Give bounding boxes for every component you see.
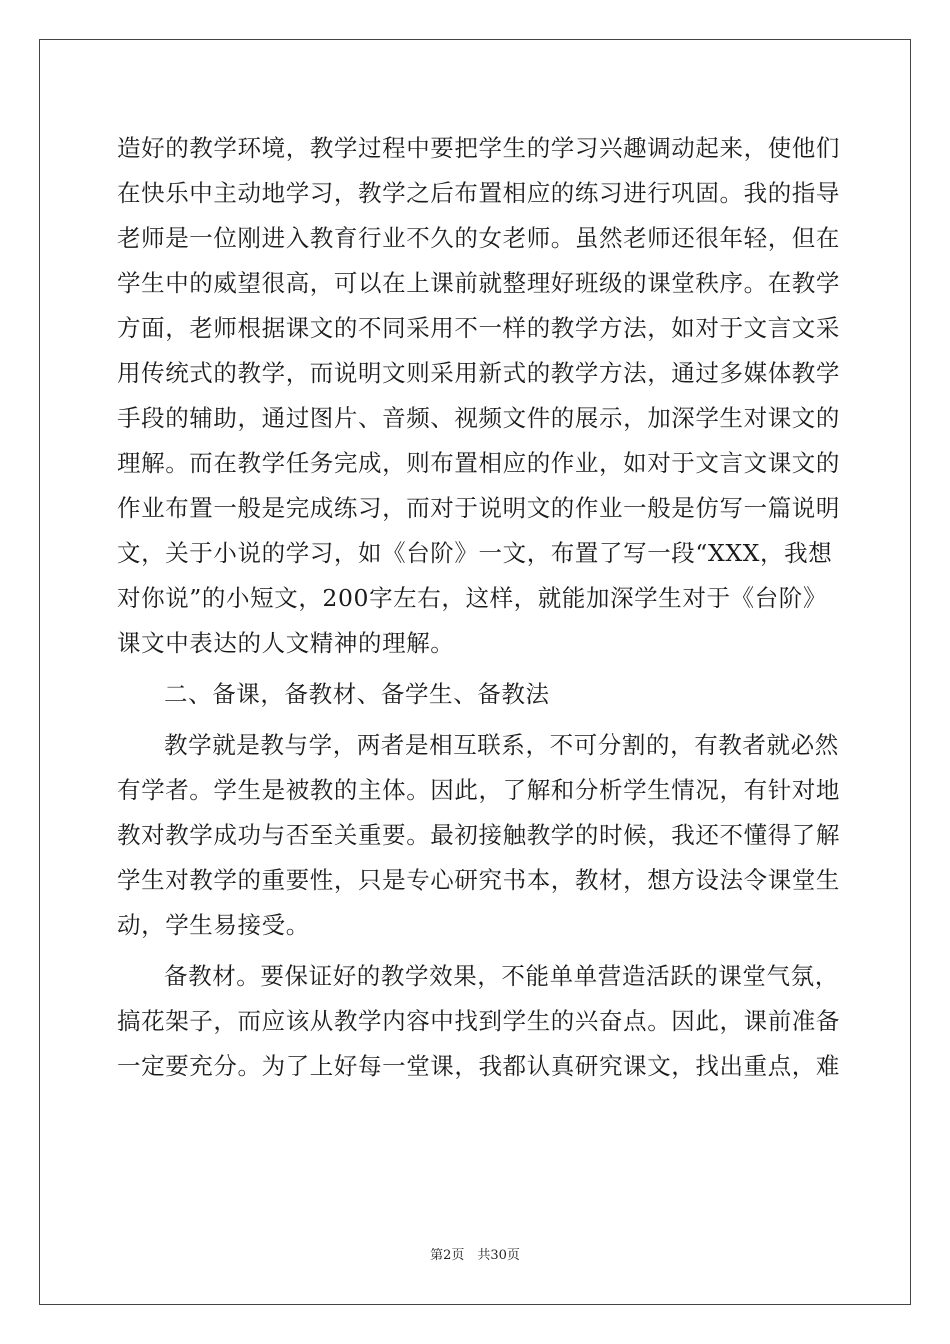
text-line: 在快乐中主动地学习，教学之后布置相应的练习进行巩固。我的指导 (117, 179, 840, 207)
text-line: 文，关于小说的学习，如《台阶》一文，布置了写一段“XXX，我想 (117, 539, 833, 567)
text-line: 教对教学成功与否至关重要。最初接触教学的时候，我还不懂得了解 (117, 821, 840, 849)
text-line: 学生对教学的重要性，只是专心研究书本，教材，想方设法令课堂生 (117, 866, 840, 894)
text-line: 教学就是教与学，两者是相互联系，不可分割的，有教者就必然 (164, 731, 839, 759)
text-line: 手段的辅助，通过图片、音频、视频文件的展示，加深学生对课文的 (117, 404, 840, 432)
text-line: 造好的教学环境，教学过程中要把学生的学习兴趣调动起来，使他们 (117, 134, 840, 162)
text-line: 备教材。要保证好的教学效果，不能单单营造活跃的课堂气氛， (164, 962, 839, 990)
text-line: 作业布置一般是完成练习，而对于说明文的作业一般是仿写一篇说明 (117, 494, 840, 522)
paragraph-2 (117, 723, 840, 948)
section-heading: 二、备课，备教材、备学生、备教法 (164, 680, 550, 708)
text-line: 动，学生易接受。 (117, 911, 310, 939)
text-line: 一定要充分。为了上好每一堂课，我都认真研究课文，找出重点，难 (117, 1052, 840, 1080)
text-line: 老师是一位刚进入教育行业不久的女老师。虽然老师还很年轻，但在 (117, 224, 840, 252)
text-line: 有学者。学生是被教的主体。因此，了解和分析学生情况，有针对地 (117, 776, 840, 804)
text-line: 学生中的威望很高，可以在上课前就整理好班级的课堂秩序。在教学 (117, 269, 840, 297)
text-line: 搞花架子，而应该从教学内容中找到学生的兴奋点。因此，课前准备 (117, 1007, 840, 1035)
text-line: 方面，老师根据课文的不同采用不一样的教学方法，如对于文言文采 (117, 314, 840, 342)
page-number: 第2页 共30页 (430, 1248, 520, 1263)
text-line: 理解。而在教学任务完成，则布置相应的作业，如对于文言文课文的 (117, 449, 840, 477)
text-line: 对你说”的小短文，200字左右，这样，就能加深学生对于《台阶》 (117, 584, 827, 612)
text-line: 课文中表达的人文精神的理解。 (117, 629, 455, 657)
paragraph-3 (117, 954, 840, 1089)
text-line: 用传统式的教学，而说明文则采用新式的教学方法，通过多媒体教学 (117, 359, 840, 387)
paragraph-1 (117, 126, 840, 666)
document-body (117, 126, 840, 1089)
